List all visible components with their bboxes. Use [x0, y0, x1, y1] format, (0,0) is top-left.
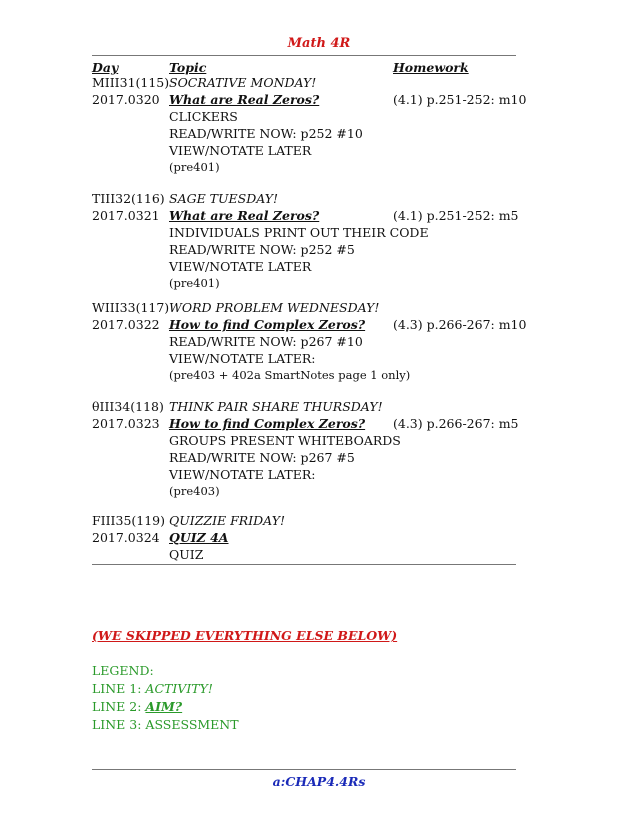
schedule-entry: [92, 398, 522, 500]
legend-title: LEGEND:: [92, 663, 154, 678]
assessment-line: GROUPS PRESENT WHITEBOARDS: [169, 433, 401, 448]
schedule-entry: [92, 512, 522, 563]
table-bottom-rule: [92, 564, 516, 565]
entry-date: 2017.0322: [92, 317, 160, 332]
homework-label: (4.3) p.266-267: m5: [393, 416, 519, 431]
day-code: MIII31(115): [92, 75, 170, 90]
activity-label: WORD PROBLEM WEDNESDAY!: [169, 300, 380, 315]
entry-date: 2017.0321: [92, 208, 160, 223]
skip-note: (WE SKIPPED EVERYTHING ELSE BELOW): [92, 628, 398, 643]
header-rule: [92, 55, 516, 56]
view-notate-line: VIEW/NOTATE LATER:: [169, 351, 316, 366]
legend-line-1: [92, 680, 239, 698]
schedule-entry: [92, 299, 527, 384]
assessment-line: CLICKERS: [169, 109, 238, 124]
activity-label: QUIZZIE FRIDAY!: [169, 513, 285, 528]
legend-aim: AIM?: [145, 699, 183, 714]
entry-date: 2017.0323: [92, 416, 160, 431]
legend-line-1-prefix: LINE 1:: [92, 681, 146, 696]
entry-date: 2017.0324: [92, 530, 160, 545]
view-notate-line: VIEW/NOTATE LATER: [169, 259, 312, 274]
aim-label: How to find Complex Zeros?: [169, 317, 366, 332]
entry-date: 2017.0320: [92, 92, 160, 107]
read-write-line: READ/WRITE NOW: p252 #10: [169, 126, 363, 141]
view-notate-line: VIEW/NOTATE LATER:: [169, 467, 316, 482]
activity-label: SAGE TUESDAY!: [169, 191, 279, 206]
page-title: Math 4R: [287, 36, 351, 51]
aim-label: QUIZ 4A: [169, 530, 229, 545]
day-code: θIII34(118): [92, 399, 164, 414]
column-header-day: Day: [92, 60, 119, 75]
legend-activity: ACTIVITY!: [145, 681, 213, 696]
view-notate-line: VIEW/NOTATE LATER: [169, 143, 312, 158]
read-write-line: READ/WRITE NOW: p267 #5: [169, 450, 355, 465]
activity-label: THINK PAIR SHARE THURSDAY!: [169, 399, 383, 414]
column-header-topic: Topic: [169, 60, 207, 75]
activity-label: SOCRATIVE MONDAY!: [169, 75, 317, 90]
footer-label: a:CHAP4.4Rs: [272, 774, 366, 789]
notes-line: (pre403): [169, 484, 220, 498]
homework-label: (4.1) p.251-252: m10: [393, 92, 527, 107]
aim-label: What are Real Zeros?: [169, 208, 320, 223]
read-write-line: READ/WRITE NOW: p267 #10: [169, 334, 363, 349]
day-code: WIII33(117): [92, 300, 170, 315]
legend: [92, 662, 239, 734]
homework-label: (4.3) p.266-267: m10: [393, 317, 527, 332]
read-write-line: READ/WRITE NOW: p252 #5: [169, 242, 355, 257]
notes-line: (pre401): [169, 160, 220, 174]
aim-label: What are Real Zeros?: [169, 92, 320, 107]
footer-rule: [92, 769, 516, 770]
day-code: TIII32(116): [92, 191, 165, 206]
column-header-homework: Homework: [393, 60, 469, 75]
legend-line-2-prefix: LINE 2:: [92, 699, 146, 714]
notes-line: (pre401): [169, 276, 220, 290]
homework-label: (4.1) p.251-252: m5: [393, 208, 519, 223]
legend-line-3: LINE 3: ASSESSMENT: [92, 717, 239, 732]
day-code: FIII35(119): [92, 513, 166, 528]
legend-line-2: [92, 698, 239, 716]
assessment-line: QUIZ: [169, 547, 204, 562]
schedule-entry: [92, 190, 522, 292]
schedule-entry: [92, 74, 527, 176]
aim-label: How to find Complex Zeros?: [169, 416, 366, 431]
assessment-line: INDIVIDUALS PRINT OUT THEIR CODE: [169, 225, 429, 240]
notes-line: (pre403 + 402a SmartNotes page 1 only): [169, 368, 411, 382]
